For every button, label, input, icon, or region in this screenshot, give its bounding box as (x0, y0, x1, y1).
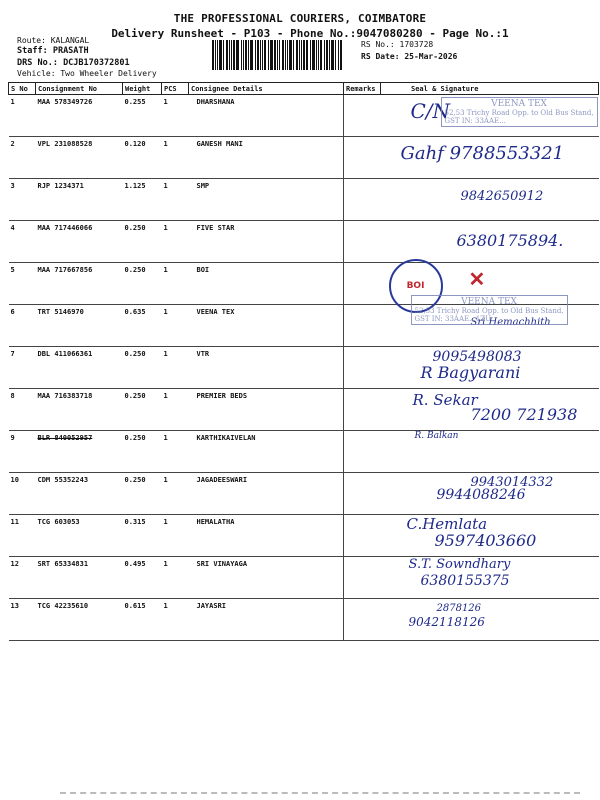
row-remarks (344, 431, 381, 473)
barcode-bar (264, 40, 266, 70)
row-remarks (344, 515, 381, 557)
row-consignee: DHARSHANA (189, 95, 344, 137)
barcode-bar (320, 40, 322, 70)
row-weight: 0.255 (123, 95, 162, 137)
table-row (9, 137, 599, 179)
row-remarks (344, 389, 381, 431)
row-sno: 2 (9, 137, 36, 179)
row-remarks (344, 263, 381, 305)
row-remarks (344, 137, 381, 179)
row-weight: 0.250 (123, 221, 162, 263)
route-label: Route: KALANGAL (17, 36, 90, 45)
table-row (9, 305, 599, 347)
row-weight: 0.120 (123, 137, 162, 179)
row-consignment-no: BLR 840052957 (36, 431, 123, 473)
table-row (9, 347, 599, 389)
row-remarks (344, 473, 381, 515)
row-seal-signature (381, 557, 599, 599)
barcode-bar (262, 40, 263, 70)
barcode-bar (296, 40, 298, 70)
barcode-bar (217, 40, 218, 70)
row-remarks (344, 599, 381, 641)
runsheet-title: Delivery Runsheet - P103 - Phone No.:9047080280 - Page No.:1 (111, 27, 509, 40)
row-pcs: 1 (162, 515, 189, 557)
row-consignment-no: SRT 65334831 (36, 557, 123, 599)
row-pcs: 1 (162, 95, 189, 137)
vehicle-label: Vehicle: Two Wheeler Delivery (17, 69, 157, 78)
barcode-bar (257, 40, 259, 70)
row-pcs: 1 (162, 221, 189, 263)
handwritten-phone: 9597403660 (434, 531, 537, 550)
row-pcs: 1 (162, 473, 189, 515)
handwritten-signature: R. Balkan (414, 431, 459, 441)
row-sno: 5 (9, 263, 36, 305)
row-consignment-no: RJP 1234371 (36, 179, 123, 221)
row-sno: 8 (9, 389, 36, 431)
row-seal-signature (381, 137, 599, 179)
round-seal-stamp: BOI (389, 259, 443, 313)
row-consignment-no: VPL 231088528 (36, 137, 123, 179)
row-consignee: JAGADEESWARI (189, 473, 344, 515)
barcode-bar (312, 40, 315, 70)
handwritten-signature: C.Hemlata (406, 515, 488, 533)
company-title: THE PROFESSIONAL COURIERS, COIMBATORE (173, 12, 427, 25)
stamp-title: VEENA TEX (491, 99, 547, 109)
table-row (9, 515, 599, 557)
row-weight: 0.615 (123, 599, 162, 641)
row-sno: 13 (9, 599, 36, 641)
col-weight: Weight (123, 83, 162, 95)
table-header-row (9, 83, 599, 95)
row-remarks (344, 347, 381, 389)
barcode-bar (255, 40, 256, 70)
row-seal-signature (381, 221, 599, 263)
row-consignment-no: CDM 55352243 (36, 473, 123, 515)
staff-label: Staff: (17, 46, 53, 56)
barcode-bar (245, 40, 247, 70)
barcode (212, 40, 354, 70)
barcode-bar (277, 40, 278, 70)
barcode-bar (287, 40, 288, 70)
handwritten-signature: 9943014332 (470, 475, 554, 490)
row-remarks (344, 305, 381, 347)
barcode-bar (318, 40, 319, 70)
stamp-gst: GST IN: 33AAE... (444, 117, 506, 125)
barcode-bar (268, 40, 269, 70)
barcode-bar (299, 40, 300, 70)
row-consignment-no: MAA 717446066 (36, 221, 123, 263)
handwritten-signature: S.T. Sowndhary (408, 557, 511, 572)
row-weight: 0.315 (123, 515, 162, 557)
row-sno: 10 (9, 473, 36, 515)
row-weight: 0.635 (123, 305, 162, 347)
col-sno: S No (9, 83, 36, 95)
row-consignee: PREMIER BEDS (189, 389, 344, 431)
barcode-bar (219, 40, 222, 70)
col-consignment: Consignment No (36, 83, 123, 95)
row-consignment-no: MAA 717667856 (36, 263, 123, 305)
row-seal-signature (381, 389, 599, 431)
handwritten-signature: 9095498083 (432, 349, 522, 365)
row-consignee: SRI VINAYAGA (189, 557, 344, 599)
barcode-bar (243, 40, 244, 70)
handwritten-signature: 2878126 (436, 603, 482, 614)
stamp-title: VEENA TEX (461, 297, 517, 307)
col-remarks: Remarks (344, 83, 381, 95)
staff-name: PRASATH (52, 46, 89, 56)
barcode-bar (223, 40, 224, 70)
row-sno: 11 (9, 515, 36, 557)
stamp-address: 52,53 Trichy Road Opp. to Old Bus Stand, (444, 109, 594, 117)
handwritten-phone: 7200 721938 (470, 405, 578, 424)
row-sno: 1 (9, 95, 36, 137)
barcode-bar (301, 40, 302, 70)
row-consignment-no: TCG 603053 (36, 515, 123, 557)
row-remarks (344, 95, 381, 137)
row-seal-signature (381, 347, 599, 389)
row-consignee: VEENA TEX (189, 305, 344, 347)
handwritten-signature: Gahf 9788553321 (400, 143, 565, 164)
row-weight: 0.250 (123, 431, 162, 473)
row-seal-signature (381, 515, 599, 557)
row-consignee: SMP (189, 179, 344, 221)
table-row (9, 389, 599, 431)
row-sno: 12 (9, 557, 36, 599)
handwritten-phone: 9042118126 (408, 615, 485, 629)
barcode-bar (338, 40, 339, 70)
table-row (9, 179, 599, 221)
barcode-bar (335, 40, 336, 70)
row-sno: 7 (9, 347, 36, 389)
rs-date: RS Date: 25-Mar-2026 (361, 52, 458, 61)
barcode-bar (316, 40, 317, 70)
barcode-bar (310, 40, 311, 70)
row-sno: 6 (9, 305, 36, 347)
row-seal-signature (381, 599, 599, 641)
row-weight: 1.125 (123, 179, 162, 221)
staff-line (17, 46, 89, 56)
barcode-bar (303, 40, 305, 70)
row-pcs: 1 (162, 389, 189, 431)
barcode-bar (231, 40, 232, 70)
row-consignee: KARTHIKAIVELAN (189, 431, 344, 473)
barcode-bar (285, 40, 286, 70)
row-remarks (344, 557, 381, 599)
table-row (9, 431, 599, 473)
handwritten-signature: Sri Hemachhith (470, 317, 551, 328)
row-pcs: 1 (162, 305, 189, 347)
row-sno: 9 (9, 431, 36, 473)
company-stamp (411, 295, 568, 325)
table-row (9, 599, 599, 641)
row-seal-signature (381, 473, 599, 515)
row-pcs: 1 (162, 599, 189, 641)
row-consignment-no: MAA 578349726 (36, 95, 123, 137)
runsheet-table (8, 82, 599, 641)
barcode-bar (260, 40, 261, 70)
handwritten-signature: R. Sekar (412, 391, 478, 409)
handwritten-signature: 9842650912 (460, 189, 544, 204)
row-sno: 3 (9, 179, 36, 221)
row-consignment-no: DBL 411066361 (36, 347, 123, 389)
row-consignee: GANESH MANI (189, 137, 344, 179)
row-weight: 0.250 (123, 473, 162, 515)
row-consignment-no: TCG 42235610 (36, 599, 123, 641)
handwritten-phone: 9944088246 (436, 487, 526, 503)
barcode-bar (236, 40, 239, 70)
col-seal-signature: Seal & Signature (381, 83, 599, 95)
barcode-bar (250, 40, 253, 70)
row-consignee: FIVE STAR (189, 221, 344, 263)
row-pcs: 1 (162, 179, 189, 221)
handwritten-phone: R Bagyarani (420, 363, 521, 382)
company-stamp (441, 97, 598, 127)
row-consignee: HEMALATHA (189, 515, 344, 557)
row-remarks (344, 179, 381, 221)
row-consignee: JAYASRI (189, 599, 344, 641)
handwritten-signature: 6380175894. (456, 231, 564, 250)
row-pcs: 1 (162, 347, 189, 389)
barcode-bar (306, 40, 308, 70)
barcode-bar (293, 40, 294, 70)
handwritten-phone: 6380155375 (420, 573, 510, 589)
barcode-bar (329, 40, 330, 70)
barcode-bar (215, 40, 216, 70)
col-pcs: PCS (162, 83, 189, 95)
row-remarks (344, 221, 381, 263)
row-pcs: 1 (162, 263, 189, 305)
barcode-bar (241, 40, 242, 70)
stamp-gst: GST IN: 33AAE...1ZU (414, 315, 492, 323)
page-bottom-divider (60, 792, 580, 796)
row-pcs: 1 (162, 557, 189, 599)
barcode-bar (233, 40, 235, 70)
row-consignment-no: TRT 5146970 (36, 305, 123, 347)
row-pcs: 1 (162, 137, 189, 179)
barcode-bar (226, 40, 228, 70)
drs-label: DRS No.: (17, 58, 64, 68)
row-seal-signature (381, 95, 599, 137)
barcode-bar (326, 40, 328, 70)
table-row (9, 221, 599, 263)
table-row (9, 95, 599, 137)
barcode-bar (248, 40, 249, 70)
barcode-bar (289, 40, 292, 70)
row-seal-signature (381, 179, 599, 221)
row-consignment-no: MAA 716383718 (36, 389, 123, 431)
row-pcs: 1 (162, 431, 189, 473)
row-seal-signature (381, 297, 599, 347)
row-weight: 0.250 (123, 389, 162, 431)
row-consignee: VTR (189, 347, 344, 389)
barcode-bar (274, 40, 276, 70)
table-row (9, 557, 599, 599)
barcode-bar (212, 40, 214, 70)
row-weight: 0.495 (123, 557, 162, 599)
row-weight: 0.250 (123, 347, 162, 389)
barcode-bar (340, 40, 342, 70)
row-consignee: BOI (189, 263, 344, 305)
row-seal-signature (381, 431, 599, 473)
barcode-bar (229, 40, 230, 70)
barcode-bar (279, 40, 280, 70)
barcode-bar (282, 40, 284, 70)
row-weight: 0.250 (123, 263, 162, 305)
barcode-bar (324, 40, 325, 70)
table-row (9, 473, 599, 515)
stamp-address: 52,53 Trichy Road Opp. to Old Bus Stand, (414, 307, 564, 315)
drs-number: DCJB170372801 (63, 58, 130, 68)
drs-line (17, 58, 130, 68)
col-consignee: Consignee Details (189, 83, 344, 95)
barcode-bar (270, 40, 273, 70)
handwritten-signature: C/N (410, 99, 451, 123)
rs-number: RS No.: 1703728 (361, 40, 434, 49)
red-mark-icon: ✕ (468, 267, 486, 291)
row-sno: 4 (9, 221, 36, 263)
barcode-bar (331, 40, 334, 70)
